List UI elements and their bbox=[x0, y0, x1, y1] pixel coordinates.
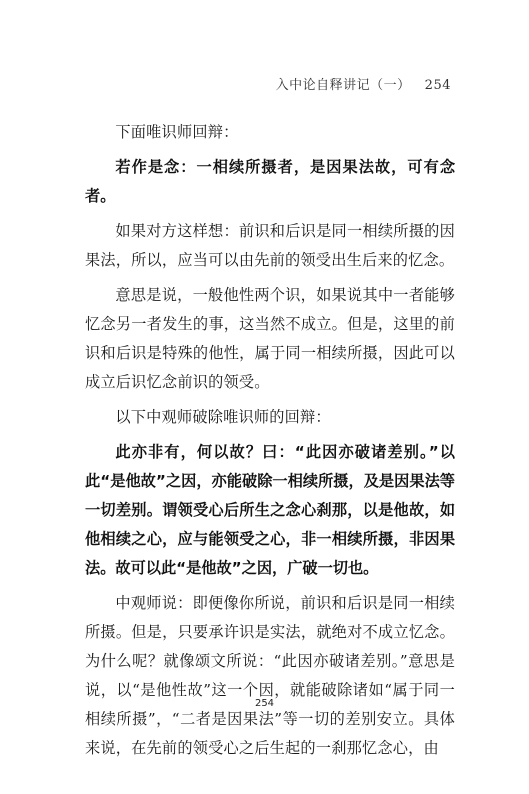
paragraph-intro-refutation: 以下中观师破除唯识师的回辩： bbox=[115, 408, 331, 426]
page-body bbox=[85, 118, 455, 769]
paragraph-explanation-2: 意思是说，一般他性两个识，如果说其中一者能够忆念另一者发生的事，这当然不成立。但是，这里的前识和后识是特殊的他性，属于同一相续所摄，因此可以成立后识忆念前识的领受。 bbox=[85, 286, 455, 391]
paragraph-explanation-1: 如果对方这样想：前识和后识是同一相续所摄的因果法，所以，应当可以由先前的领受出生后来的忆念。 bbox=[85, 222, 455, 269]
paragraph-explanation-3: 中观师说：即便像你所说，前识和后识是同一相续所摄。但是，只要承许识是实法，就绝对不成立忆念。为什么呢？就像颂文所说：“此因亦破诸差别。”意思是说，以“是他性故”这一个因，就能破除诸如“属于同一相续所摄”，“二者是因果法”等一切的差别安立。具体来说，在先前的领受心之后生起的一刹那忆念心，由 bbox=[85, 594, 455, 757]
paragraph-intro-rebuttal: 下面唯识师回辩： bbox=[115, 123, 239, 141]
running-header bbox=[276, 74, 451, 93]
footer-page-number: 254 bbox=[254, 698, 275, 709]
root-text-quote-2: 此亦非有，何以故？曰：“此因亦破诸差别。”以此“是他故”之因，亦能破除一相续所摄，及是因果法等一切差别。谓领受心后所生之念心刹那，以是他故，如他相续之心，应与能领受之心，非一相续所摄，非因果法。故可以此“是他故”之因，广破一切也。 bbox=[85, 443, 455, 577]
root-text-quote-1: 若作是念：一相续所摄者，是因果法故，可有念者。 bbox=[85, 158, 455, 205]
book-title: 入中论自释讲记（一） bbox=[275, 78, 411, 93]
header-page-number: 254 bbox=[424, 78, 451, 93]
